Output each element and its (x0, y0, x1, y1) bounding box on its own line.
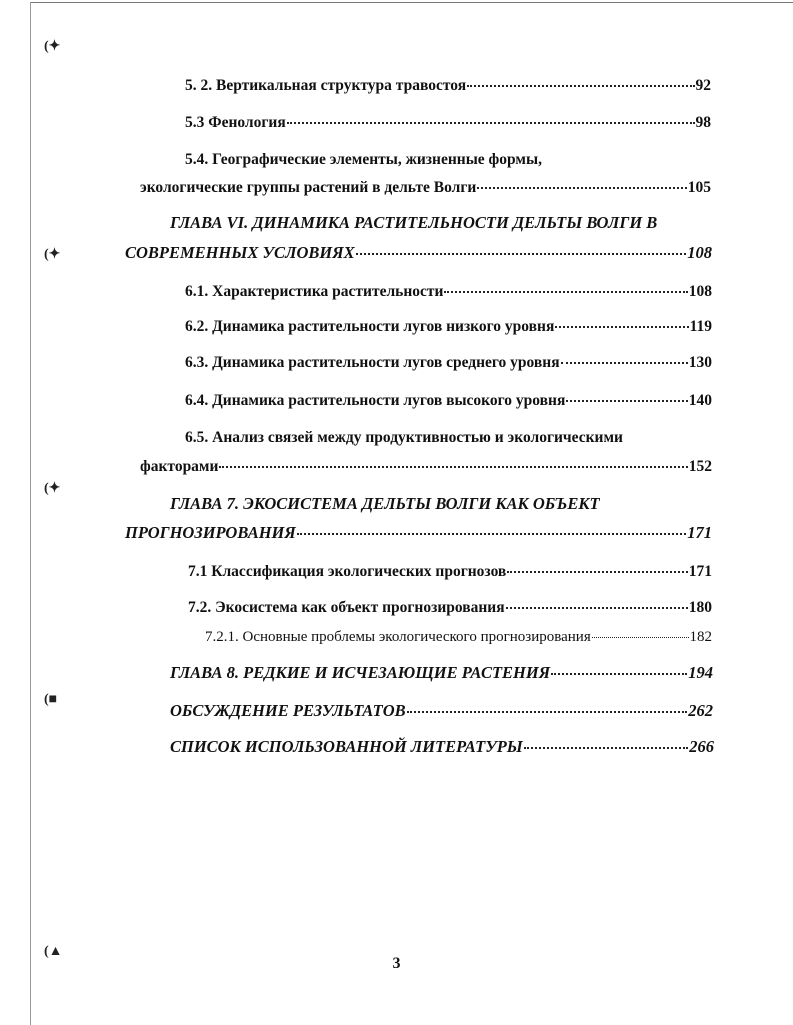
binding-mark: (✦ (44, 39, 61, 54)
toc-entry[interactable] (185, 282, 712, 302)
toc-entry-title: 6.2. Динамика растительности лугов низкого уровня (185, 318, 555, 335)
toc-entry[interactable] (188, 562, 712, 582)
toc-entry-title: 6.3. Динамика растительности лугов среднего уровня (185, 354, 560, 371)
toc-entry-title: 5.3 Фенология (185, 114, 286, 131)
chapter-entry[interactable] (170, 701, 713, 721)
dot-leader (561, 362, 688, 364)
dot-leader (219, 466, 687, 468)
dot-leader (356, 253, 687, 255)
dot-leader (507, 571, 687, 573)
toc-entry-title: экологические группы растений в дельте Волги (140, 179, 477, 196)
chapter-page: 266 (689, 737, 714, 756)
toc-entry-page: 182 (689, 629, 712, 645)
chapter-page: 171 (687, 523, 712, 542)
toc-entry-title: 5. 2. Вертикальная структура травостоя (185, 77, 467, 94)
toc-entry-title: 6.1. Характеристика растительности (185, 283, 444, 300)
chapter-entry[interactable] (125, 523, 712, 543)
toc-entry[interactable] (185, 113, 711, 133)
dot-leader (287, 122, 695, 124)
chapter-entry[interactable] (170, 663, 713, 683)
toc-entry[interactable] (185, 317, 712, 337)
dot-leader (407, 711, 688, 713)
toc-entry[interactable] (188, 598, 712, 618)
binding-mark: (▲ (44, 944, 63, 959)
toc-entry-page: 140 (688, 392, 712, 409)
toc-entry[interactable] (140, 178, 711, 198)
toc-entry-page: 98 (695, 114, 711, 131)
dot-leader (467, 85, 694, 87)
binding-mark: (✦ (44, 481, 61, 496)
toc-entry[interactable] (185, 76, 711, 96)
toc-entry-title: факторами (140, 458, 219, 475)
toc-entry-title-line: 5.4. Географические элементы, жизненные формы, (185, 151, 542, 168)
toc-entry-title-line: 6.5. Анализ связей между продуктивностью и экологическими (185, 429, 623, 446)
dot-leader (592, 637, 689, 638)
toc-entry-title: 6.4. Динамика растительности лугов высокого уровня (185, 392, 566, 409)
toc-entry-page: 105 (687, 179, 711, 196)
dot-leader (524, 747, 688, 749)
chapter-page: 108 (687, 243, 712, 262)
dot-leader (477, 187, 686, 189)
chapter-title: ГЛАВА 8. РЕДКИЕ И ИСЧЕЗАЮЩИЕ РАСТЕНИЯ (170, 663, 551, 682)
chapter-page: 194 (688, 663, 713, 682)
dot-leader (555, 326, 688, 328)
toc-entry[interactable] (140, 457, 712, 477)
dot-leader (506, 607, 688, 609)
binding-mark: (✦ (44, 247, 61, 262)
toc-entry-page: 152 (688, 458, 712, 475)
toc-subentry[interactable] (205, 627, 712, 647)
chapter-title: СПИСОК ИСПОЛЬЗОВАННОЙ ЛИТЕРАТУРЫ (170, 737, 523, 756)
toc-entry-page: 119 (689, 318, 712, 335)
dot-leader (444, 291, 687, 293)
toc-entry[interactable] (185, 353, 712, 373)
chapter-title: СОВРЕМЕННЫХ УСЛОВИЯХ (125, 243, 355, 262)
toc-entry-title: 7.2.1. Основные проблемы экологического прогнозирования (205, 629, 591, 645)
toc-entry-page: 92 (695, 77, 711, 94)
toc-entry[interactable] (185, 391, 712, 411)
toc-entry-page: 180 (688, 599, 712, 616)
chapter-entry[interactable] (125, 243, 712, 263)
binding-mark: (■ (44, 692, 58, 707)
dot-leader (551, 673, 687, 675)
toc-entry-page: 130 (688, 354, 712, 371)
toc-entry-page: 171 (688, 563, 712, 580)
dot-leader (297, 533, 686, 535)
toc-entry-title: 7.1 Классификация экологических прогнозов (188, 563, 507, 580)
chapter-page: 262 (688, 701, 713, 720)
toc-entry-title: 7.2. Экосистема как объект прогнозирования (188, 599, 505, 616)
page-number: 3 (392, 955, 401, 972)
dot-leader (566, 400, 687, 402)
chapter-title: ПРОГНОЗИРОВАНИЯ (125, 523, 296, 542)
chapter-title-line: ГЛАВА 7. ЭКОСИСТЕМА ДЕЛЬТЫ ВОЛГИ КАК ОБЪЕКТ (170, 494, 600, 513)
chapter-title-line: ГЛАВА VI. ДИНАМИКА РАСТИТЕЛЬНОСТИ ДЕЛЬТЫ ВОЛГИ В (170, 213, 658, 232)
chapter-entry[interactable] (170, 737, 714, 757)
chapter-title: ОБСУЖДЕНИЕ РЕЗУЛЬТАТОВ (170, 701, 406, 720)
toc-entry-page: 108 (688, 283, 712, 300)
